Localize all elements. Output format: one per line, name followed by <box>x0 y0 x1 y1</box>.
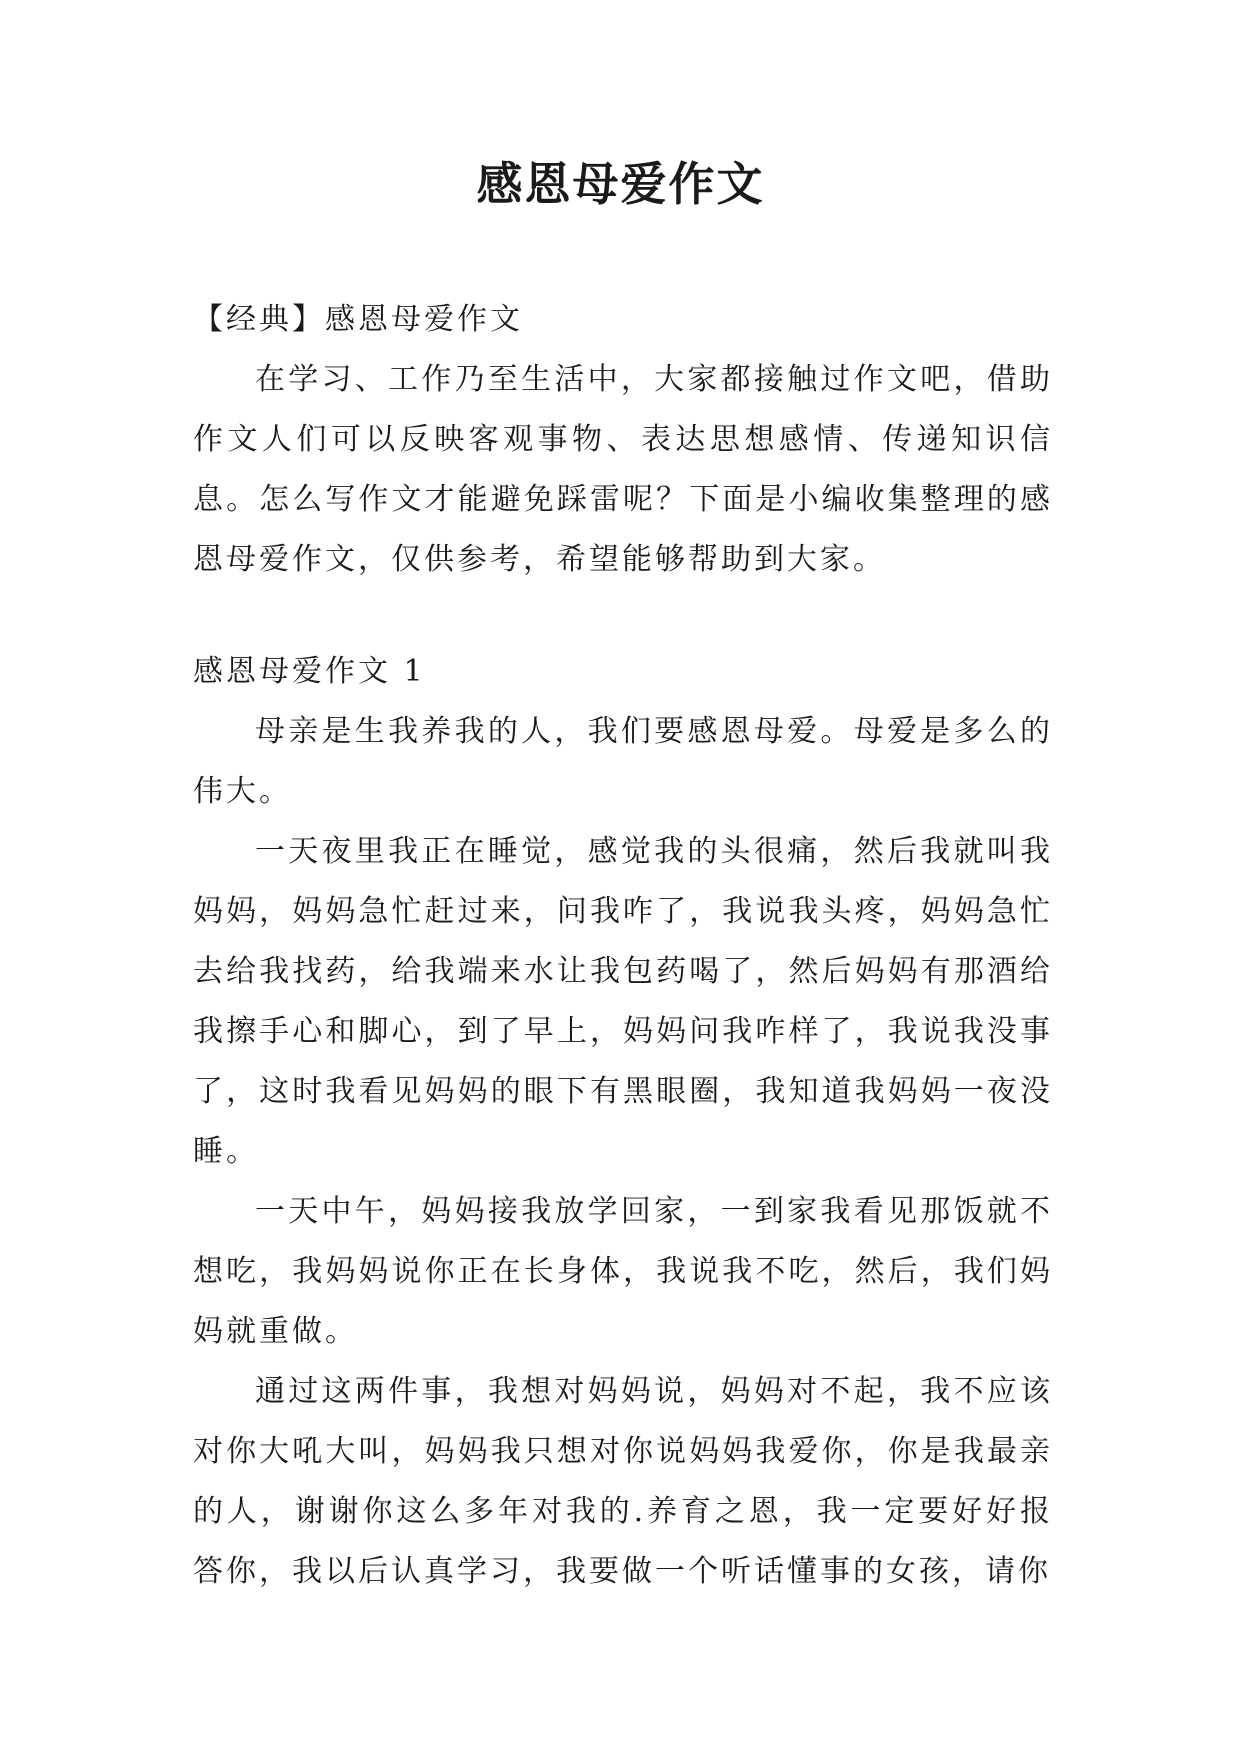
intro-paragraph: 在学习、工作乃至生活中，大家都接触过作文吧，借助作文人们可以反映客观事物、表达思想感情、传递知识信息。怎么写作文才能避免踩雷呢？下面是小编收集整理的感恩母爱作文，仅供参考，希望能够帮助到大家。 <box>193 362 1053 577</box>
document-body <box>193 290 1053 1602</box>
section-heading: 感恩母爱作文 1 <box>193 654 426 689</box>
body-paragraph-4: 通过这两件事，我想对妈妈说，妈妈对不起，我不应该对你大吼大叫，妈妈我只想对你说妈妈我爱你，你是我最亲的人，谢谢你这么多年对我的.养育之恩，我一定要好好报答你，我以后认真学习，我要做一个听话懂事的女孩，请你 <box>193 1374 1053 1589</box>
body-paragraph-2: 一天夜里我正在睡觉，感觉我的头很痛，然后我就叫我妈妈，妈妈急忙赶过来，问我咋了，我说我头疼，妈妈急忙去给我找药，给我端来水让我包药喝了，然后妈妈有那酒给我擦手心和脚心，到了早上，妈妈问我咋样了，我说我没事了，这时我看见妈妈的眼下有黑眼圈，我知道我妈妈一夜没睡。 <box>193 834 1053 1169</box>
document-subtitle: 【经典】感恩母爱作文 <box>193 302 523 337</box>
body-paragraph-1: 母亲是生我养我的人，我们要感恩母爱。母爱是多么的伟大。 <box>193 714 1053 809</box>
document-title: 感恩母爱作文 <box>476 157 765 211</box>
body-paragraph-3: 一天中午，妈妈接我放学回家，一到家我看见那饭就不想吃，我妈妈说你正在长身体，我说我不吃，然后，我们妈妈就重做。 <box>193 1194 1053 1349</box>
